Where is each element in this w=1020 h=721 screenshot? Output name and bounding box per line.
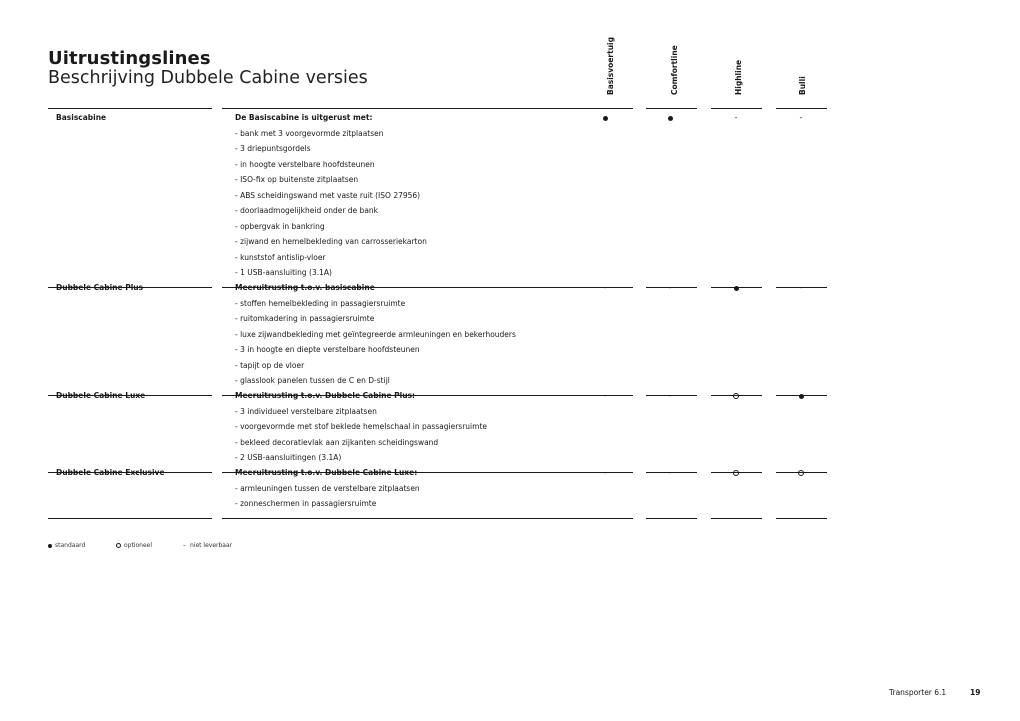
feature-line: - ABS scheidingswand met vaste ruit (ISO 27956) <box>235 190 421 200</box>
not-available-dash: - <box>799 283 803 292</box>
column-header-label: Highline <box>734 59 743 95</box>
feature-line: - luxe zijwandbekleding met geïntegreerde armleuningen en bekerhouders <box>235 329 516 339</box>
column-header-highline <box>732 24 746 104</box>
table-rule <box>646 518 697 519</box>
table-rule <box>567 108 633 109</box>
standard-dot-icon <box>791 392 811 401</box>
feature-line: - opbergvak in bankring <box>235 221 325 231</box>
table-rule <box>776 108 827 109</box>
feature-line: - bank met 3 voorgevormde zitplaatsen <box>235 128 384 138</box>
standard-dot-icon <box>595 114 615 123</box>
column-header-label: Bulli <box>798 76 807 95</box>
table-rule <box>48 108 212 109</box>
optional-circle-icon <box>791 469 811 478</box>
feature-line: - doorlaadmogelijkheid onder de bank <box>235 206 379 215</box>
feature-line: - bekleed decoratievlak aan zijkanten scheidingswand <box>235 437 439 447</box>
not-available-dash: - <box>603 468 607 477</box>
category-label: Basiscabine <box>56 113 107 122</box>
feature-line: - kunststof antislip-vloer <box>235 252 326 262</box>
standard-dot-icon <box>660 114 680 123</box>
feature-heading: De Basiscabine is uitgerust met: <box>235 113 373 122</box>
feature-heading: Meeruitrusting t.o.v. basiscabine <box>235 283 375 292</box>
not-available-dash: - <box>603 391 607 400</box>
not-available-dash: - <box>668 391 672 400</box>
feature-line: - 2 USB-aansluitingen (3.1A) <box>235 453 342 462</box>
legend-optional-label: optioneel <box>124 542 153 549</box>
table-rule <box>776 518 827 519</box>
page-subtitle: Beschrijving Dubbele Cabine versies <box>48 68 368 88</box>
legend-standard-label: standaard <box>55 542 86 549</box>
feature-line: - ruitomkadering in passagiersruimte <box>235 314 375 323</box>
open-circle-icon <box>116 543 121 548</box>
category-label: Dubbele Cabine Plus <box>56 283 144 292</box>
not-available-dash: - <box>668 468 672 477</box>
feature-line: - zijwand en hemelbekleding van carrosseriekarton <box>235 237 427 246</box>
table-rule <box>222 108 567 109</box>
feature-line: - voorgevormde met stof beklede hemelschaal in passagiersruimte <box>235 422 487 431</box>
footer-label: Transporter 6.1 <box>889 688 947 697</box>
not-available-dash: - <box>799 113 803 122</box>
page-number: 19 <box>970 688 981 697</box>
feature-line: - ISO-fix op buitenste zitplaatsen <box>235 175 359 184</box>
optional-circle-icon <box>726 469 746 478</box>
column-header-label: Basisvoertuig <box>606 37 615 95</box>
column-header-comfortline <box>668 24 682 104</box>
column-header-basisvoertuig <box>604 24 618 104</box>
feature-line: - glasslook panelen tussen de C en D-stijl <box>235 376 390 385</box>
optional-circle-icon <box>726 392 746 401</box>
legend-not-available <box>183 542 232 549</box>
legend-standard <box>48 542 85 549</box>
feature-line: - in hoogte verstelbare hoofdsteunen <box>235 159 375 169</box>
page-title: Uitrustingslines <box>48 48 211 69</box>
filled-dot-icon <box>48 544 52 548</box>
not-available-dash: - <box>603 283 607 292</box>
legend-not-available-label: niet leverbaar <box>190 542 233 549</box>
feature-line: - 3 individueel verstelbare zitplaatsen <box>235 406 377 416</box>
category-label: Dubbele Cabine Exclusive <box>56 468 165 477</box>
feature-line: - stoffen hemelbekleding in passagiersruimte <box>235 298 406 308</box>
column-header-bulli <box>796 24 810 104</box>
feature-line: - 3 in hoogte en diepte verstelbare hoofdsteunen <box>235 345 420 354</box>
standard-dot-icon <box>726 284 746 293</box>
feature-heading: Meeruitrusting t.o.v. Dubbele Cabine Luxe: <box>235 468 418 477</box>
feature-line: - 3 driepuntsgordels <box>235 144 311 153</box>
not-available-dash: - <box>668 283 672 292</box>
table-rule <box>567 518 633 519</box>
legend-optional <box>116 542 152 549</box>
feature-line: - tapijt op de vloer <box>235 360 305 370</box>
feature-line: - zonneschermen in passagiersruimte <box>235 499 377 508</box>
table-rule <box>222 518 567 519</box>
not-available-dash: - <box>734 113 738 122</box>
feature-line: - 1 USB-aansluiting (3.1A) <box>235 268 332 277</box>
feature-heading: Meeruitrusting t.o.v. Dubbele Cabine Plus: <box>235 391 416 400</box>
column-header-label: Comfortline <box>670 45 679 95</box>
category-label: Dubbele Cabine Luxe <box>56 391 146 400</box>
table-rule <box>646 108 697 109</box>
table-rule <box>48 518 212 519</box>
dash-icon: – <box>183 542 186 549</box>
table-rule <box>711 108 762 109</box>
table-rule <box>711 518 762 519</box>
feature-line: - armleuningen tussen de verstelbare zitplaatsen <box>235 483 420 493</box>
